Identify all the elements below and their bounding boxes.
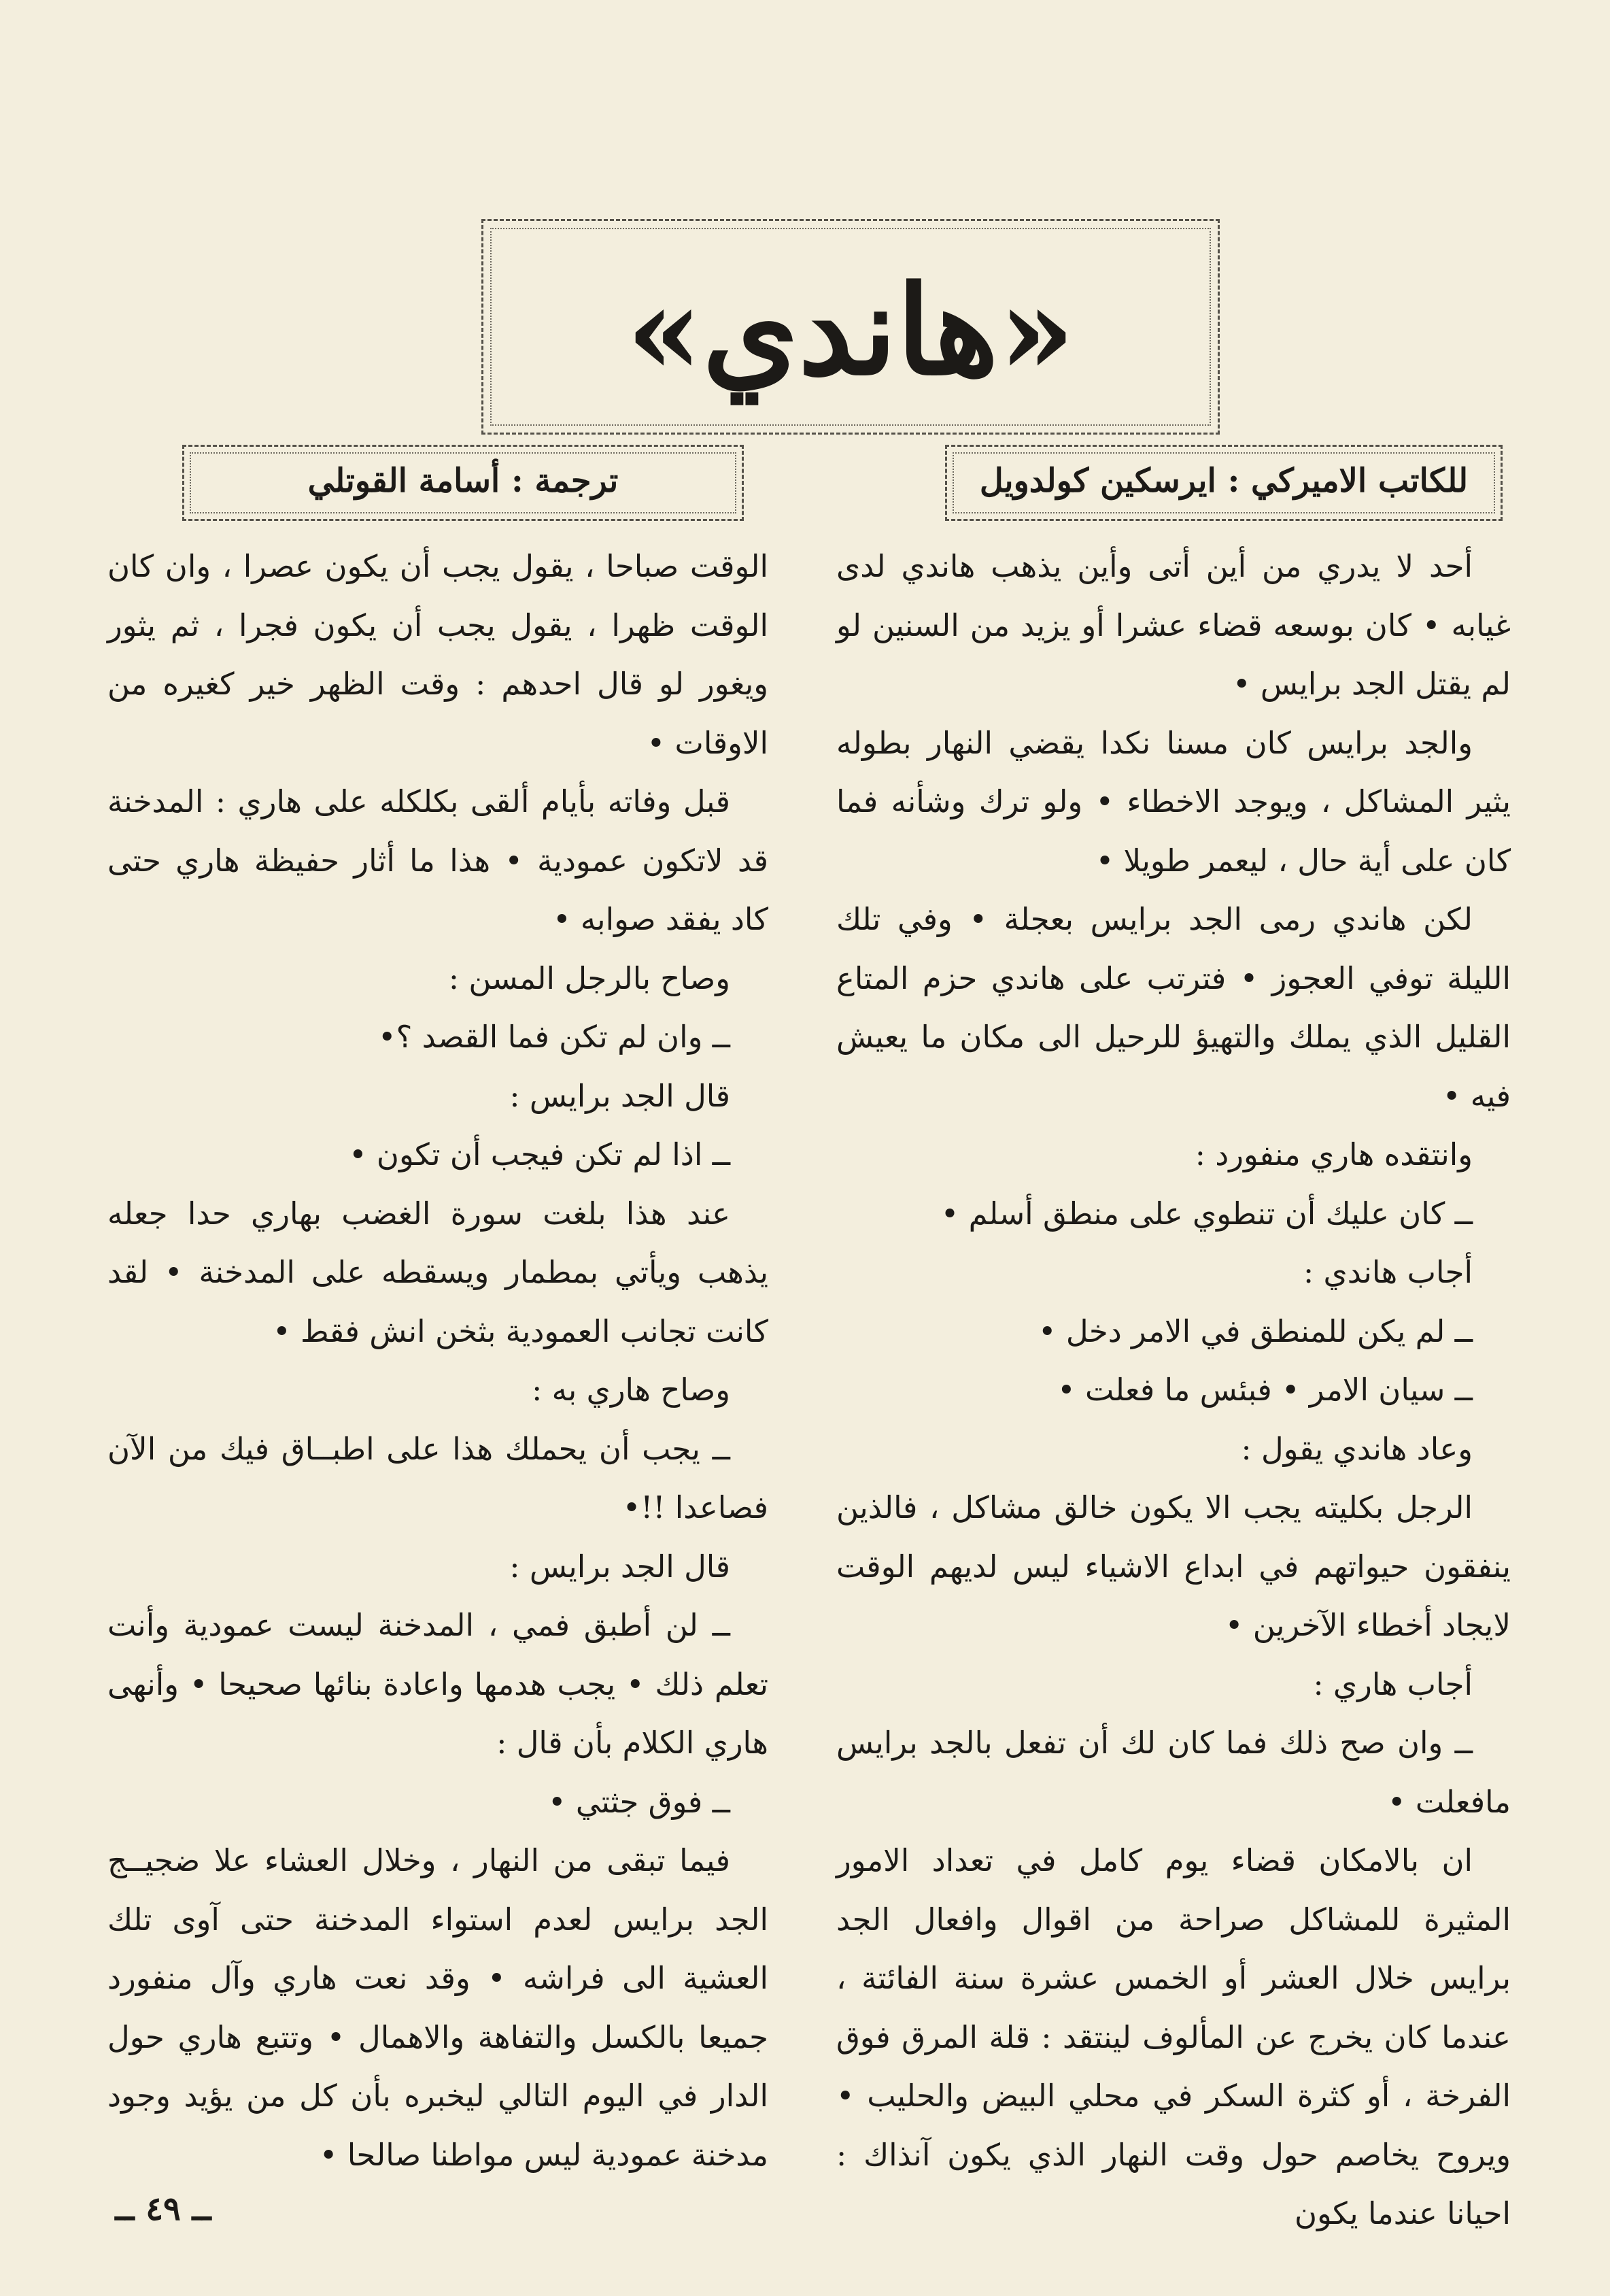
paragraph: أجاب هاري : (1313, 1666, 1473, 1702)
paragraph: الرجل بكليته يجب الا يكون خالق مشاكل ، فالذين ينفقون حيواتهم في ابداع الاشياء ليس لديهم الوقت لايجاد أخطاء الآخرين • (836, 1489, 1511, 1643)
author-byline (945, 445, 1503, 521)
paragraph: وانتقده هاري منفورد : (1195, 1136, 1473, 1172)
translator-byline (182, 445, 744, 521)
dialogue-line: ــ سيان الامر • فبئس ما فعلت • (1057, 1372, 1473, 1408)
column-right (836, 537, 1511, 2244)
dialogue-line: ــ لن أطبق فمي ، المدخنة ليست عمودية وأنت تعلم ذلك • يجب هدمها واعادة بنائها صحيحا • وأنهى هاري الكلام بأن قال : (107, 1607, 768, 1761)
dialogue-line: ــ لم يكن للمنطق في الامر دخل • (1038, 1313, 1473, 1349)
title-frame (481, 219, 1220, 435)
translator-credit: ترجمة : أسامة القوتلي (307, 462, 619, 500)
dialogue-line: ــ يجب أن يحملك هذا على اطبــاق فيك من الآن فصاعدا !!• (107, 1430, 768, 1525)
paragraph: قال الجد برايس : (509, 1077, 730, 1114)
paragraph: وعاد هاندي يقول : (1241, 1430, 1473, 1467)
story-title: «هاندي» (626, 259, 1076, 403)
paragraph: أجاب هاندي : (1303, 1254, 1473, 1290)
column-left (107, 537, 768, 2184)
dialogue-line: ــ وان لم تكن فما القصد ؟• (377, 1019, 730, 1055)
dialogue-line: ــ اذا لم تكن فيجب أن تكون • (349, 1136, 730, 1172)
page-number: ــ ٤٩ ــ (115, 2190, 211, 2228)
dialogue-line: ــ وان صح ذلك فما كان لك أن تفعل بالجد برايس مافعلت • (836, 1725, 1511, 1820)
paragraph: قال الجد برايس : (509, 1548, 730, 1585)
paragraph: وصاح هاري به : (532, 1372, 730, 1408)
paragraph: وصاح بالرجل المسن : (448, 960, 730, 996)
dialogue-line: ــ فوق جثتي • (548, 1783, 730, 1820)
dialogue-line: ــ كان عليك أن تنطوي على منطق أسلم • (940, 1195, 1473, 1232)
paragraph: قبل وفاته بأيام ألقى بكلكله على هاري : المدخنة قد لاتكون عمودية • هذا ما أثار حفيظة هاري حتى كاد يفقد صوابه • (107, 783, 768, 937)
paragraph: ان بالامكان قضاء يوم كامل في تعداد الامور المثيرة للمشاكل صراحة من اقوال وافعال الجد برايس خلال العشر أو الخمس عشرة سنة الفائتة ، عندما كان يخرج عن المألوف لينتقد : قلة المرق فوق الفرخة ، أو كثرة السكر في محلي البيض والحليب • ويروح يخاصم حول وقت النهار الذي يكون آنذاك : احيانا عندما يكون (836, 1842, 1511, 2231)
paragraph: فيما تبقى من النهار ، وخلال العشاء علا ضجيــج الجد برايس لعدم استواء المدخنة حتى آوى تلك العشية الى فراشه • وقد نعت هاري وآل منفورد جميعا بالكسل والتفاهة والاهمال • وتتبع هاري حول الدار في اليوم التالي ليخبره بأن كل من يؤيد وجود مدخنة عمودية ليس مواطنا صالحا • (107, 1842, 768, 2173)
paragraph: الوقت صباحا ، يقول يجب أن يكون عصرا ، وان كان الوقت ظهرا ، يقول يجب أن يكون فجرا ، ثم يثور ويغور لو قال احدهم : وقت الظهر خير كغيره من الاوقات • (107, 548, 768, 761)
paragraph: والجد برايس كان مسنا نكدا يقضي النهار بطوله يثير المشاكل ، ويوجد الاخطاء • ولو ترك وشأنه فما كان على أية حال ، ليعمر طويلا • (836, 724, 1511, 879)
paragraph: عند هذا بلغت سورة الغضب بهاري حدا جعله يذهب ويأتي بمطمار ويسقطه على المدخنة • لقد كانت تجانب العمودية بثخن انش فقط • (107, 1195, 768, 1349)
paragraph: لكن هاندي رمى الجد برايس بعجلة • وفي تلك الليلة توفي العجوز • فترتب على هاندي حزم المتاع القليل الذي يملك والتهيؤ للرحيل الى مكان ما يعيش فيه • (836, 901, 1511, 1114)
author-credit: للكاتب الاميركي : ايرسكين كولدويل (979, 462, 1469, 500)
paragraph: أحد لا يدري من أين أتى وأين يذهب هاندي لدى غيابه • كان بوسعه قضاء عشرا أو يزيد من السنين لو لم يقتل الجد برايس • (836, 548, 1511, 702)
